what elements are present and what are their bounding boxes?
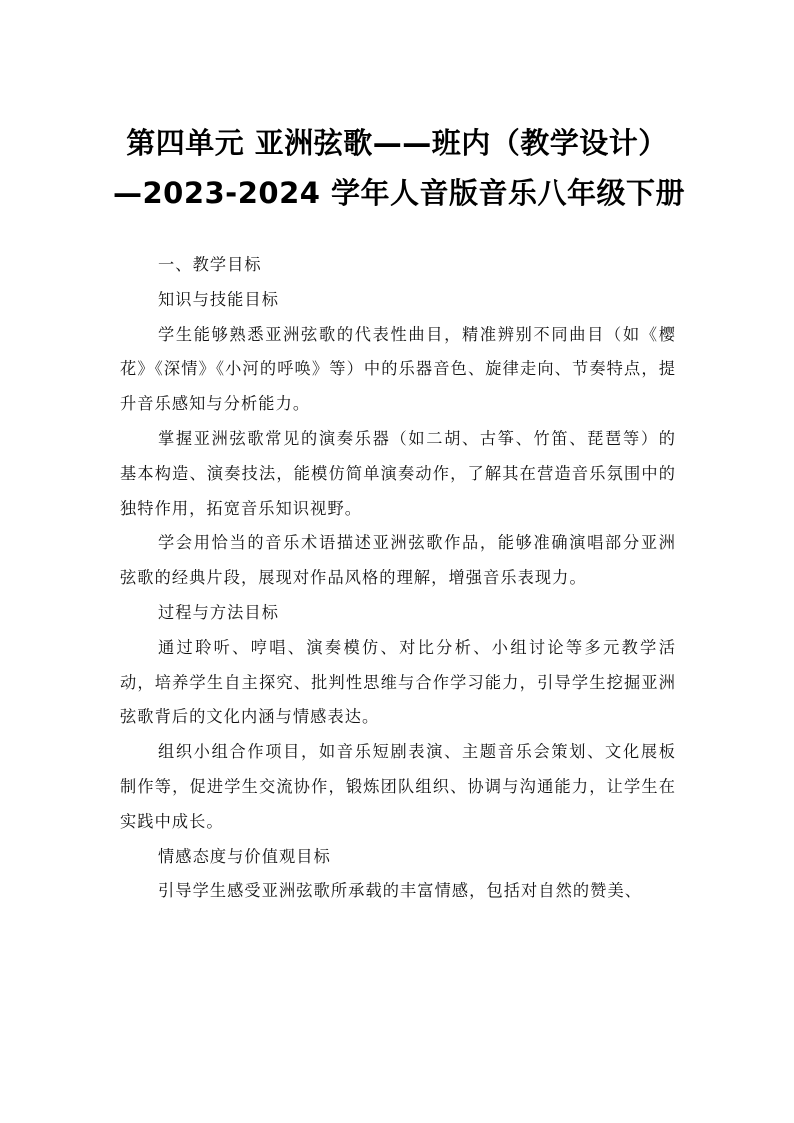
- subheading-knowledge-skills: 知识与技能目标: [158, 289, 280, 309]
- paragraph-knowledge-1: 学生能够熟悉亚洲弦歌的代表性曲目，精准辨别不同曲目（如《樱花》《深情》《小河的呼唤》等）中的乐器音色、旋律走向、节奏特点，提升音乐感知与分析能力。: [120, 324, 676, 414]
- title-line-1: 第四单元 亚洲弦歌——班内（教学设计）: [126, 126, 668, 160]
- paragraph-knowledge-3: 学会用恰当的音乐术语描述亚洲弦歌作品，能够准确演唱部分亚洲弦歌的经典片段，展现对作品风格的理解，增强音乐表现力。: [120, 533, 676, 588]
- title-line-2: —2023-2024 学年人音版音乐八年级下册: [112, 176, 686, 210]
- subheading-process-methods: 过程与方法目标: [158, 602, 280, 622]
- paragraph-process-1: 通过聆听、哼唱、演奏模仿、对比分析、小组讨论等多元教学活动，培养学生自主探究、批判性思维与合作学习能力，引导学生挖掘亚洲弦歌背后的文化内涵与情感表达。: [120, 637, 676, 727]
- document-body: [120, 248, 676, 909]
- section-heading-objectives: 一、教学目标: [158, 255, 262, 274]
- paragraph-knowledge-2: 掌握亚洲弦歌常见的演奏乐器（如二胡、古筝、竹笛、琵琶等）的基本构造、演奏技法，能模仿简单演奏动作，了解其在营造音乐氛围中的独特作用，拓宽音乐知识视野。: [120, 428, 676, 518]
- paragraph-emotion-1: 引导学生感受亚洲弦歌所承载的丰富情感，包括对自然的赞美、: [158, 881, 643, 901]
- subheading-emotion-values: 情感态度与价值观目标: [158, 846, 331, 866]
- document-title: [0, 118, 794, 218]
- paragraph-process-2: 组织小组合作项目，如音乐短剧表演、主题音乐会策划、文化展板制作等，促进学生交流协作，锻炼团队组织、协调与沟通能力，让学生在实践中成长。: [120, 742, 676, 831]
